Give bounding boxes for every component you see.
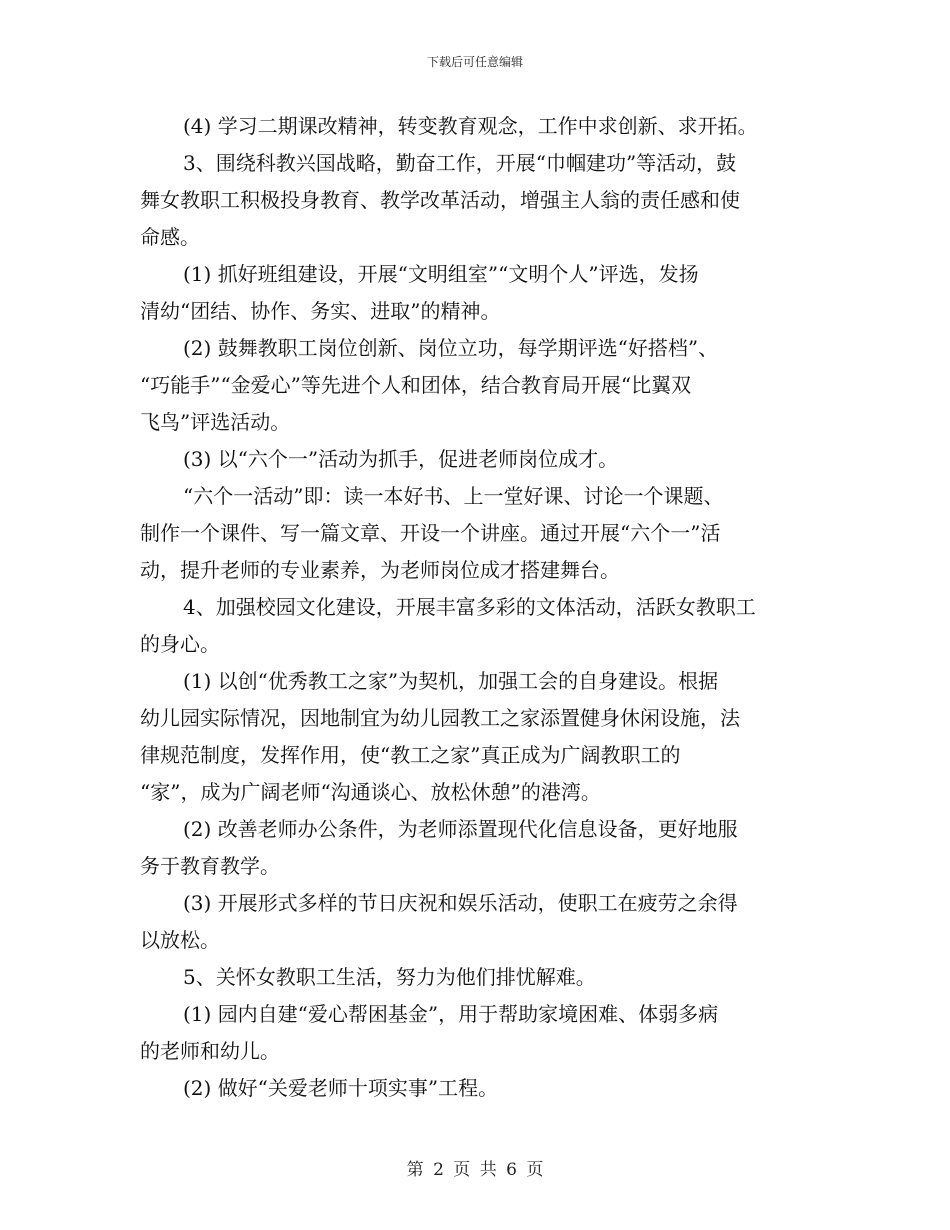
text-line: (1) 抓好班组建设，开展“文明组室”“文明个人”评选，发扬: [183, 262, 699, 286]
text-line: “巧能手”“金爱心”等先进个人和团体，结合教育局开展“比翼双: [140, 373, 692, 397]
text-line: (1) 园内自建“爱心帮困基金”，用于帮助家境困难、体弱多病: [183, 1002, 719, 1026]
paragraph: [140, 256, 812, 330]
text-line: 幼儿园实际情况，因地制宜为幼儿园教工之家添置健身休闲设施，法: [140, 706, 740, 730]
paragraph: [140, 478, 812, 589]
paragraph: [140, 996, 812, 1070]
text-line: 的老师和幼儿。: [140, 1039, 280, 1063]
text-line: 务于教育教学。: [140, 854, 280, 878]
text-line: 3、围绕科教兴国战略，勤奋工作，开展“巾帼建功”等活动，鼓: [183, 151, 737, 175]
paragraph: [140, 885, 812, 959]
text-line: 制作一个课件、写一篇文章、开设一个讲座。通过开展“六个一”活: [140, 521, 721, 545]
paragraph: [140, 441, 812, 478]
text-line: 舞女教职工积极投身教育、教学改革活动，增强主人翁的责任感和使: [140, 188, 740, 212]
text-line: 命感。: [140, 225, 200, 249]
text-line: 以放松。: [140, 928, 220, 952]
paragraph: [140, 108, 812, 145]
text-line: (1) 以创“优秀教工之家”为契机，加强工会的自身建设。根据: [183, 669, 719, 693]
paragraph: [140, 663, 812, 811]
text-line: 4、加强校园文化建设，开展丰富多彩的文体活动，活跃女教职工: [183, 595, 756, 619]
paragraph: [140, 811, 812, 885]
text-line: (4) 学习二期课改精神，转变教育观念，工作中求创新、求开拓。: [183, 114, 758, 138]
text-line: “六个一活动”即：读一本好书、上一堂好课、讨论一个课题、: [183, 484, 724, 508]
text-line: (2) 做好“关爱老师十项实事”工程。: [183, 1076, 499, 1100]
text-line: 律规范制度，发挥作用，使“教工之家”真正成为广阔教职工的: [140, 743, 681, 767]
text-line: 飞鸟”评选活动。: [140, 410, 291, 434]
text-line: “家”，成为广阔老师“沟通谈心、放松休憩”的港湾。: [140, 780, 601, 804]
paragraph: [140, 1070, 812, 1107]
page-footer: 第 2 页 共 6 页: [406, 1160, 544, 1180]
page-header: 下载后可任意编辑: [426, 55, 523, 69]
text-line: 动，提升老师的专业素养，为老师岗位成才搭建舞台。: [140, 558, 620, 582]
paragraph: [140, 589, 812, 663]
paragraph: [140, 959, 812, 996]
document-body: [140, 108, 812, 1107]
text-line: 5、关怀女教职工生活，努力为他们排忧解难。: [183, 965, 596, 989]
text-line: (3) 开展形式多样的节日庆祝和娱乐活动，使职工在疲劳之余得: [183, 891, 738, 915]
text-line: 清幼“团结、协作、务实、进取”的精神。: [140, 299, 501, 323]
text-line: 的身心。: [140, 632, 220, 656]
text-line: (2) 改善老师办公条件，为老师添置现代化信息设备，更好地服: [183, 817, 738, 841]
text-line: (2) 鼓舞教职工岗位创新、岗位立功，每学期评选“好搭档”、: [183, 336, 719, 360]
paragraph: [140, 145, 812, 256]
text-line: (3) 以“六个一”活动为抓手，促进老师岗位成才。: [183, 447, 619, 471]
paragraph: [140, 330, 812, 441]
